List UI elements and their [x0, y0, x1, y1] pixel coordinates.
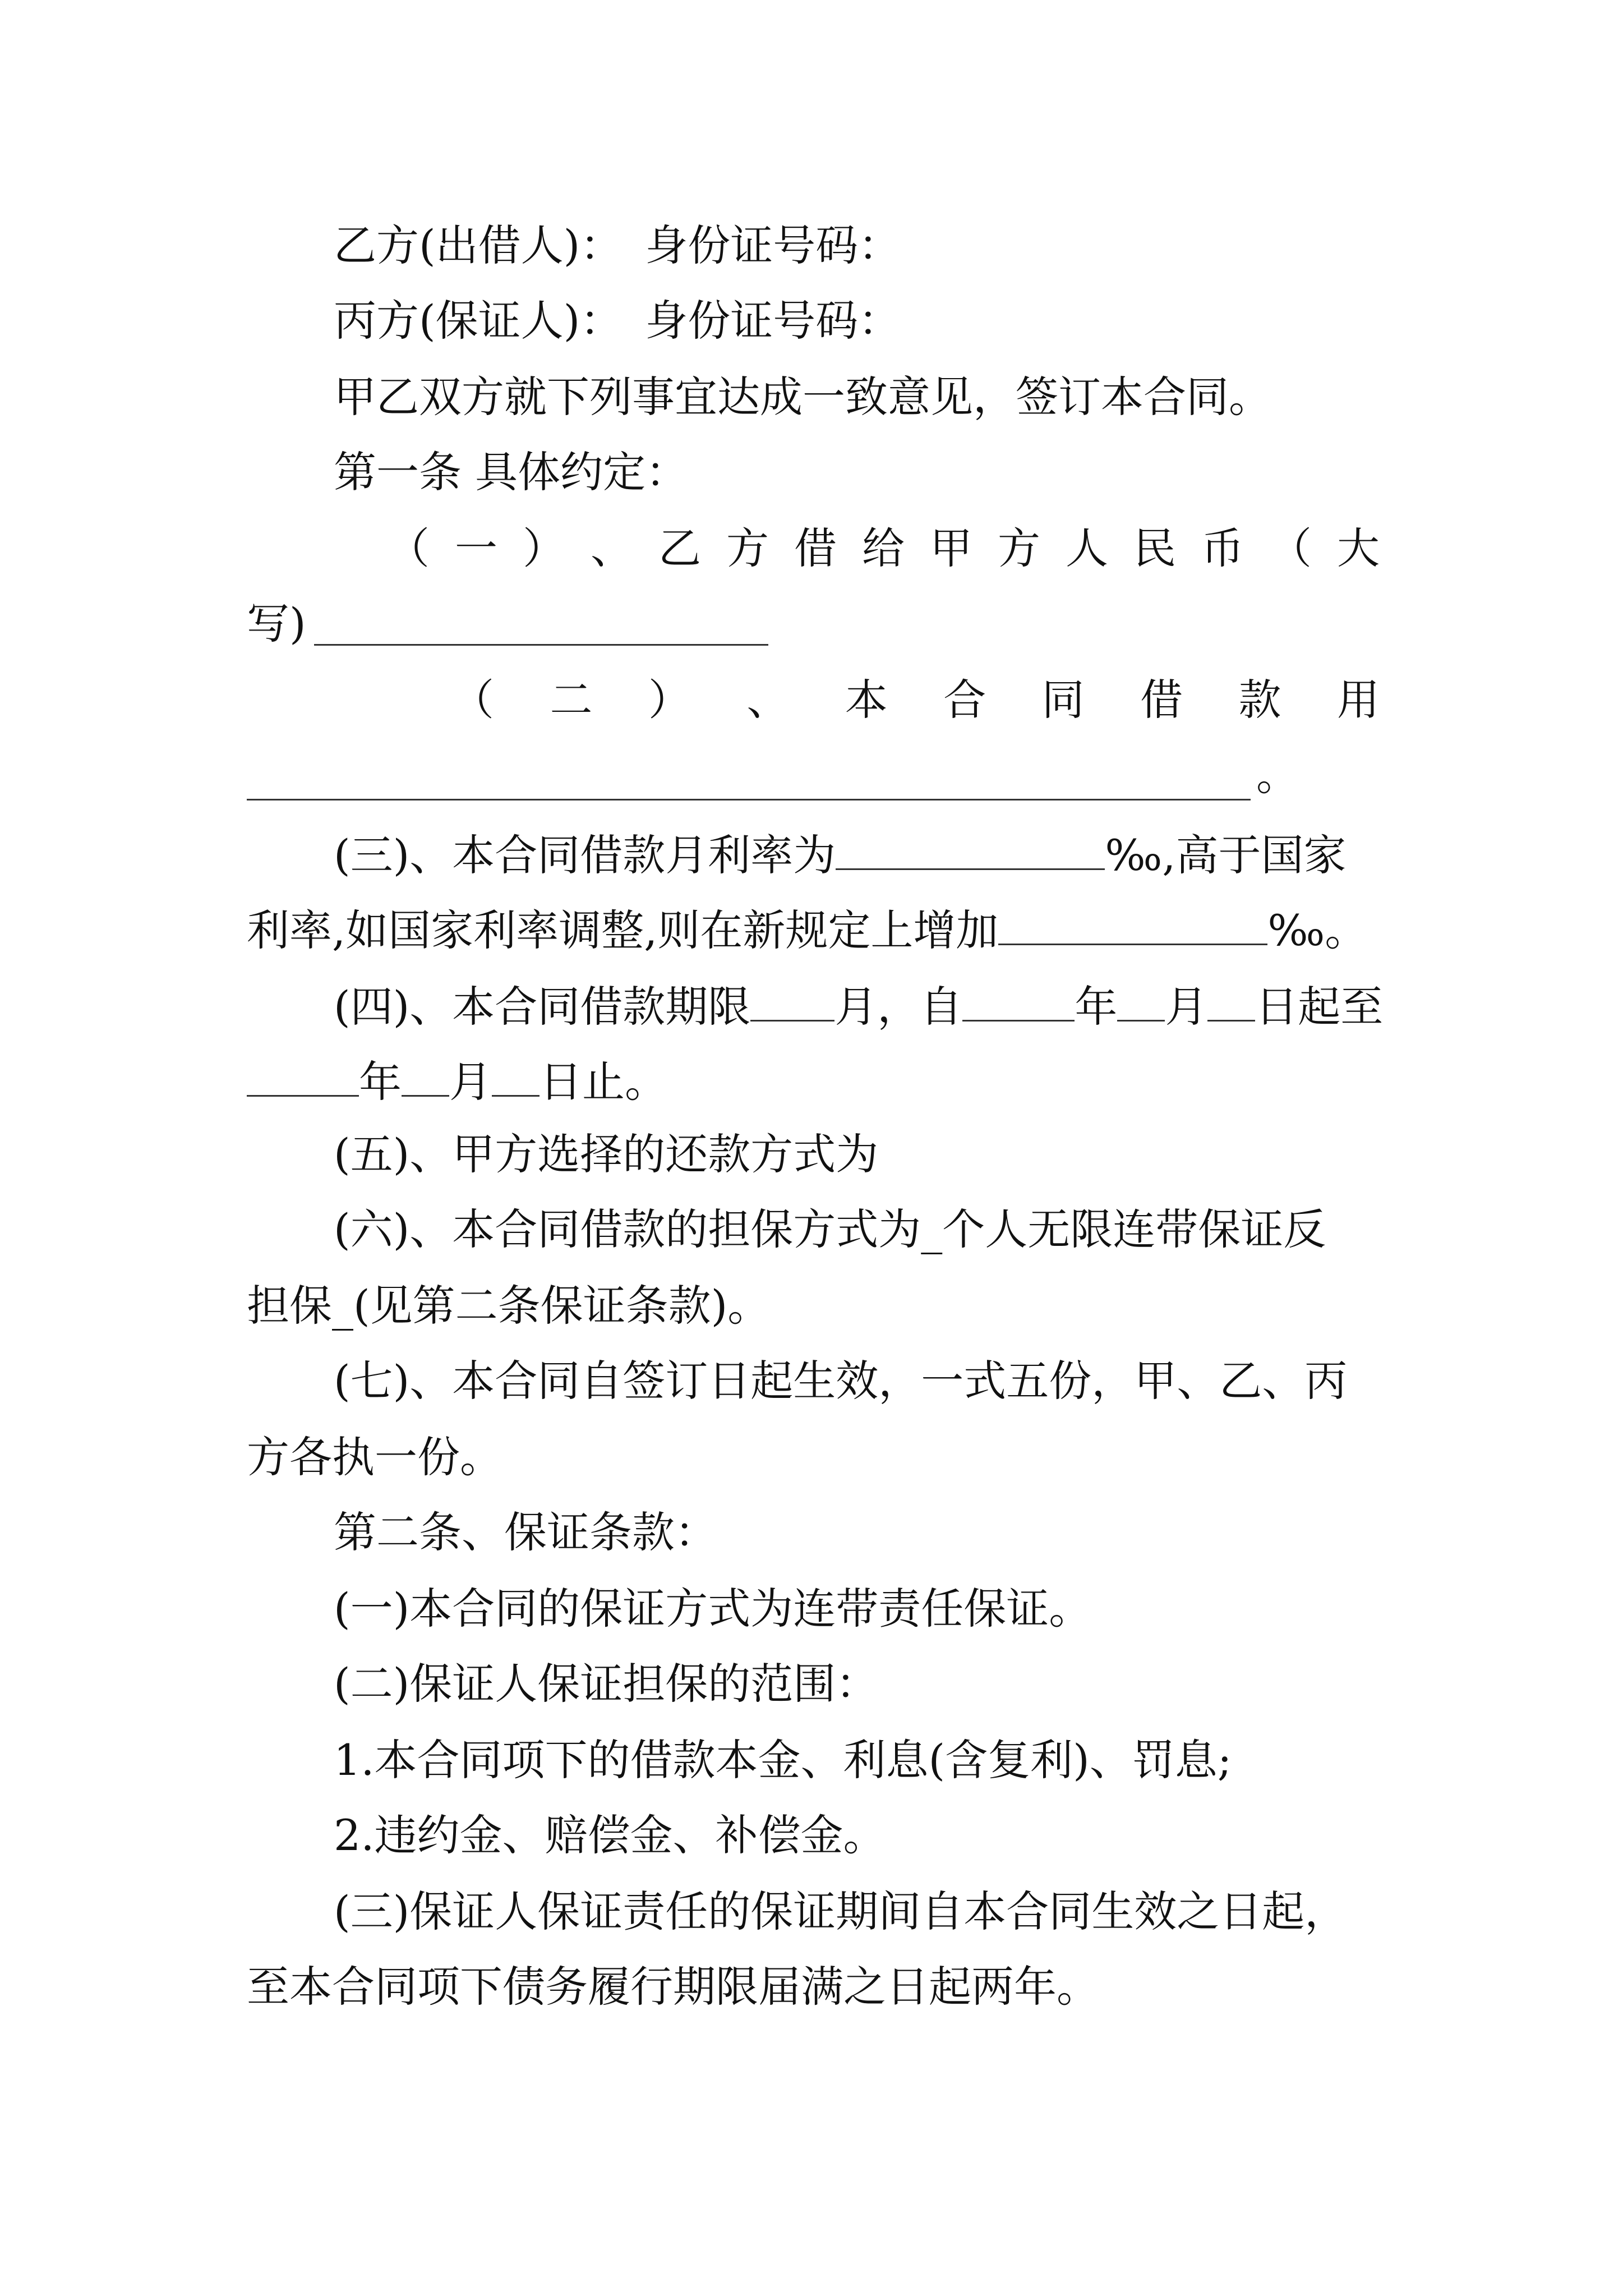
- item1-char: ）: [523, 523, 565, 573]
- item3-part1: (三)、本合同借款月利率为: [334, 830, 836, 880]
- article1-item2-line1: [451, 672, 1380, 728]
- item1-char: （: [1269, 523, 1312, 573]
- item1-char: 方: [726, 523, 769, 573]
- start-day-blank: [1207, 975, 1255, 1022]
- party-c-id-label: 身份证号码：: [645, 296, 901, 346]
- item1-char: 借: [794, 523, 837, 573]
- article1-item6-line1: (六)、本合同借款的担保方式为_个人无限连带保证反: [334, 1204, 1326, 1254]
- party-c-label: 丙方(保证人)：: [334, 296, 623, 346]
- article1-title: 第一条 具体约定：: [334, 447, 689, 497]
- item4-p3: 年: [1075, 982, 1118, 1032]
- article1-item4-line2: [0, 1050, 1623, 1110]
- party-b-id-label: 身份证号码：: [645, 220, 901, 270]
- item4-p5: 日起至: [1255, 982, 1384, 1032]
- article2-item2: (二)保证人保证担保的范围：: [334, 1659, 879, 1709]
- item2-char: 合: [943, 675, 986, 725]
- article2-item2-1: 1.本合同项下的借款本金、利息(含复利)、罚息;: [334, 1735, 1232, 1785]
- monthly-rate-blank: [836, 823, 1105, 870]
- party-c-line: [0, 293, 1623, 349]
- item1-line2-text: 写): [247, 599, 306, 648]
- article2-item3-line1: (三)保证人保证责任的保证期间自本合同生效之日起，: [334, 1887, 1348, 1936]
- item3-line2-part1: 利率,如国家利率调整,则在新规定上增加: [247, 905, 999, 955]
- article1-item6-line2: 担保_(见第二条保证条款)。: [247, 1281, 771, 1331]
- end-month-blank: [402, 1050, 449, 1097]
- rate-increase-blank: [998, 899, 1267, 945]
- item1-char: 大: [1337, 523, 1380, 573]
- party-b-line: [0, 218, 1623, 274]
- item4-p4: 月: [1165, 982, 1208, 1032]
- end-day-blank: [492, 1050, 540, 1097]
- item2-char: 用: [1336, 675, 1380, 725]
- item1-char: 、: [591, 523, 633, 573]
- item4-l2-p3: 日止。: [540, 1057, 667, 1107]
- start-year-blank: [962, 975, 1075, 1022]
- article1-item7-line1: (七)、本合同自签订日起生效，一式五份，甲、乙、丙: [334, 1356, 1348, 1406]
- item4-l2-p1: 年: [359, 1057, 402, 1107]
- item1-char: 一: [455, 523, 497, 573]
- item2-char: 、: [746, 675, 790, 725]
- item2-char: （: [451, 675, 494, 725]
- intro-text: 甲乙双方就下列事宜达成一致意见，签订本合同。: [334, 372, 1271, 422]
- item2-char: 本: [845, 675, 888, 725]
- item2-char: 二: [550, 675, 593, 725]
- article2-title: 第二条、保证条款：: [334, 1507, 717, 1557]
- article2-item1: (一)本合同的保证方式为连带责任保证。: [334, 1584, 1092, 1634]
- article1-item3-line2: [0, 899, 1623, 959]
- item2-char: 款: [1238, 675, 1281, 725]
- item2-char: 同: [1041, 675, 1085, 725]
- article2-item2-2: 2.违约金、赔偿金、补偿金。: [334, 1810, 886, 1860]
- article1-item1-line2: [0, 596, 1623, 652]
- item3-line2-part2: ‰。: [1267, 905, 1368, 955]
- article1-item5: (五)、甲方选择的还款方式为: [334, 1129, 879, 1179]
- purpose-blank: [247, 799, 1251, 800]
- item4-p1: (四)、本合同借款期限: [334, 982, 751, 1032]
- party-b-label: 乙方(出借人)：: [334, 220, 623, 270]
- item4-l2-p2: 月: [449, 1057, 492, 1107]
- item2-char: ）: [648, 675, 691, 725]
- item1-char: 人: [1066, 523, 1108, 573]
- item1-char: （: [387, 523, 430, 573]
- item4-p2: 月，自: [834, 982, 963, 1032]
- article2-item3-line2: 至本合同项下债务履行期限届满之日起两年。: [247, 1962, 1099, 2012]
- item1-char: 币: [1201, 523, 1244, 573]
- item1-char: 方: [998, 523, 1040, 573]
- item3-part2: ‰,高于国家: [1105, 830, 1347, 880]
- item2-char: 借: [1140, 675, 1183, 725]
- article1-item7-line2: 方各执一份。: [247, 1432, 502, 1482]
- article1-item3-line1: [0, 823, 1623, 884]
- end-year-blank: [247, 1050, 359, 1097]
- item2-end: 。: [1256, 750, 1299, 800]
- amount-blank: [314, 644, 768, 646]
- item1-char: 甲: [930, 523, 972, 573]
- start-month-blank: [1117, 975, 1165, 1022]
- item1-char: 乙: [658, 523, 701, 573]
- item1-char: 给: [862, 523, 905, 573]
- article1-item4-line1: [0, 975, 1623, 1035]
- item1-char: 民: [1133, 523, 1176, 573]
- term-months-blank: [750, 975, 834, 1022]
- article1-item1-line1: [387, 521, 1380, 577]
